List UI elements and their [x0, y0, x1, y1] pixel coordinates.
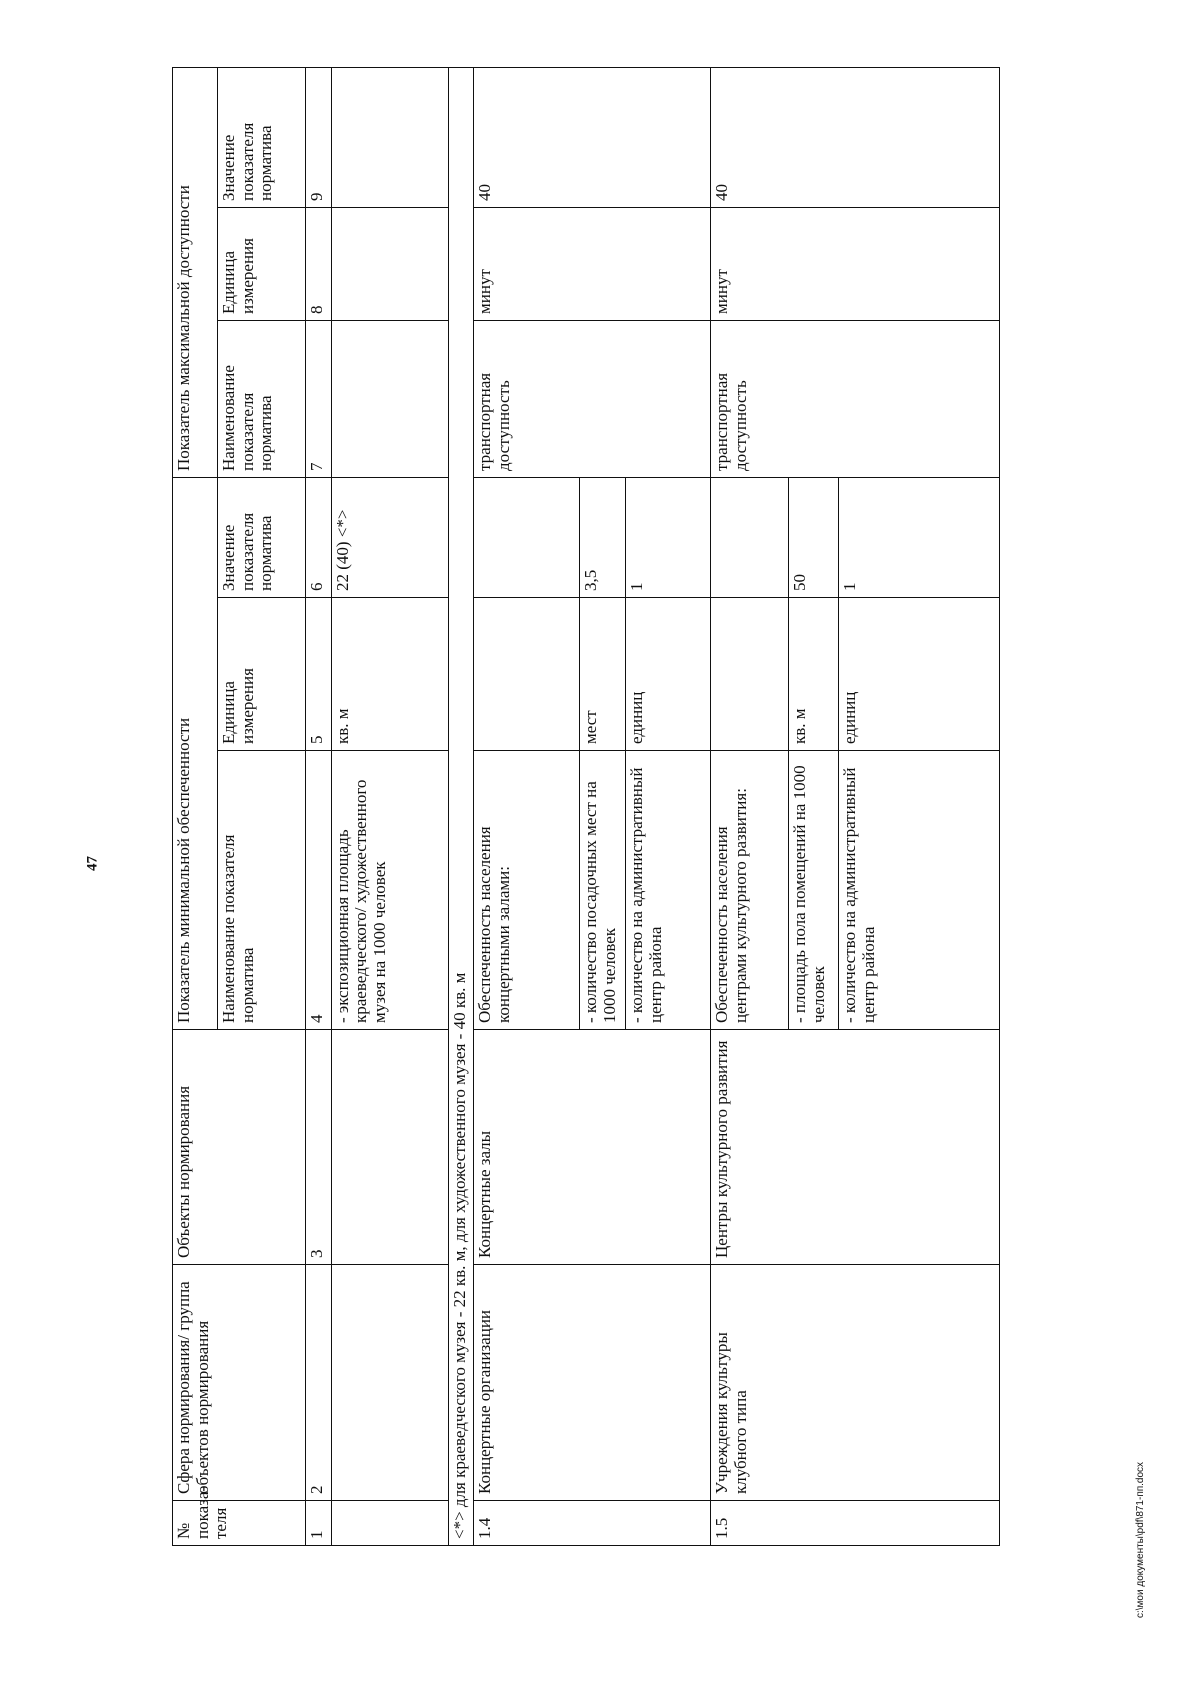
museum-indicator-name: - экспозиционная площадь краеведческого/ художественного музея на 1000 человек [331, 751, 449, 1030]
column-number-row [306, 67, 332, 1545]
header-objects: Объекты нормирования [173, 1030, 306, 1265]
cell-empty [473, 598, 579, 751]
indicator-sub2-value-1-4: 1 [626, 477, 711, 597]
table-row-museum [331, 67, 449, 1545]
indicator-title-1-5: Обеспеченность населения центрами культурного развития: [711, 751, 789, 1030]
indicator-sub1-name-1-5: - площадь пола помещений на 1000 человек [789, 751, 839, 1030]
header-row-1 [173, 67, 218, 1545]
header-number: № показа-теля [173, 1501, 306, 1546]
column-number: 1 [306, 1501, 332, 1546]
indicator-sub1-name-1-4: - количество посадочных мест на 1000 человек [580, 751, 626, 1030]
header-max-name: Наименование показателя норматива [218, 320, 306, 477]
column-number: 5 [306, 598, 332, 751]
cell-empty [331, 1265, 449, 1501]
sphere-1-5: Учреждения культуры клубного типа [711, 1265, 1000, 1501]
indicator-sub1-value-1-4: 3,5 [580, 477, 626, 597]
row-number-1-5: 1.5 [711, 1501, 1000, 1546]
header-min-value: Значение показателя норматива [218, 477, 306, 597]
column-number: 6 [306, 477, 332, 597]
header-max-value: Значение показателя норматива [218, 67, 306, 207]
cell-empty [711, 477, 789, 597]
indicator-sub2-name-1-5: - количество на административный центр района [839, 751, 1000, 1030]
indicator-sub2-name-1-4: - количество на административный центр района [626, 751, 711, 1030]
header-min-unit: Единица измерения [218, 598, 306, 751]
indicator-sub1-value-1-5: 50 [789, 477, 839, 597]
column-number: 4 [306, 751, 332, 1030]
cell-empty [331, 207, 449, 320]
column-number: 3 [306, 1030, 332, 1265]
header-max-unit: Единица измерения [218, 207, 306, 320]
sphere-1-4: Концертные организации [473, 1265, 710, 1501]
column-number: 9 [306, 67, 332, 207]
cell-empty [331, 67, 449, 207]
rotated-table-container [172, 68, 1000, 1546]
access-value-1-5: 40 [711, 67, 1000, 207]
column-number: 8 [306, 207, 332, 320]
row-number-1-4: 1.4 [473, 1501, 710, 1546]
museum-unit: кв. м [331, 598, 449, 751]
table-row-1-4 [473, 67, 579, 1545]
footer-file-path: c:\мои документы\pdf\871-пп.docx [1135, 1461, 1146, 1618]
indicator-sub2-unit-1-4: единиц [626, 598, 711, 751]
footnote: <*> для краеведческого музея - 22 кв. м, для художественного музея - 40 кв. м [449, 67, 474, 1545]
access-name-1-5: транспортная доступность [711, 320, 1000, 477]
header-max-accessibility: Показатель максимальной доступности [173, 67, 218, 477]
norms-table [172, 67, 1000, 1546]
access-name-1-4: транспортная доступность [473, 320, 710, 477]
objects-1-5: Центры культурного развития [711, 1030, 1000, 1265]
footnote-row [449, 67, 474, 1545]
column-number: 7 [306, 320, 332, 477]
access-unit-1-4: минут [473, 207, 710, 320]
header-sphere: Сфера нормирования/ группа объектов нормирования [173, 1265, 306, 1501]
cell-empty [331, 1030, 449, 1265]
indicator-sub2-value-1-5: 1 [839, 477, 1000, 597]
table-row-1-5 [711, 67, 789, 1545]
indicator-sub1-unit-1-5: кв. м [789, 598, 839, 751]
indicator-sub2-unit-1-5: единиц [839, 598, 1000, 751]
page-number: 47 [84, 856, 101, 871]
museum-value: 22 (40) <*> [331, 477, 449, 597]
indicator-title-1-4: Обеспеченность населения концертными залами: [473, 751, 579, 1030]
cell-empty [711, 598, 789, 751]
cell-empty [331, 1501, 449, 1546]
objects-1-4: Концертные залы [473, 1030, 710, 1265]
indicator-sub1-unit-1-4: мест [580, 598, 626, 751]
header-min-provision: Показатель минимальной обеспеченности [173, 477, 218, 1029]
cell-empty [473, 477, 579, 597]
access-unit-1-5: минут [711, 207, 1000, 320]
access-value-1-4: 40 [473, 67, 710, 207]
cell-empty [331, 320, 449, 477]
column-number: 2 [306, 1265, 332, 1501]
header-min-name: Наименование показателя норматива [218, 751, 306, 1030]
